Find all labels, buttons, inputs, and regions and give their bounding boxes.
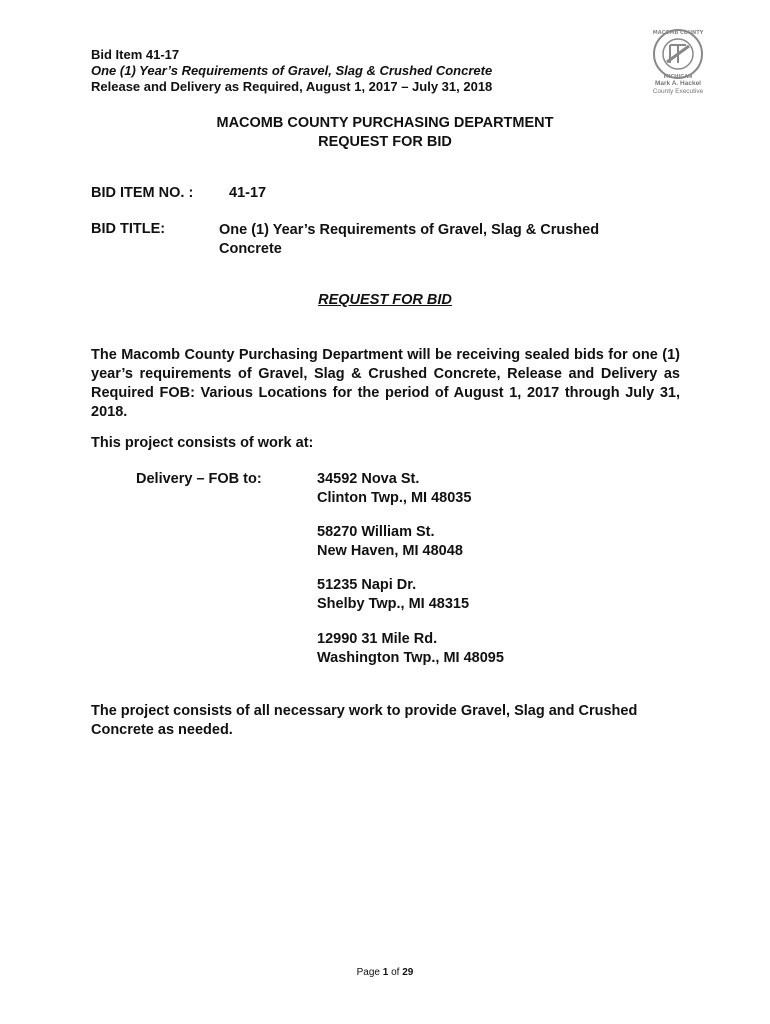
seal-executive-name: Mark A. Hackel xyxy=(654,80,701,87)
page-number: 1 xyxy=(382,967,389,978)
of-word: of xyxy=(391,967,400,978)
bid-item-label: BID ITEM NO. : xyxy=(91,185,194,201)
page-footer xyxy=(0,967,770,978)
header-release-dates: Release and Delivery as Required, August 1, 2017 – July 31, 2018 xyxy=(91,79,493,94)
department-title: MACOMB COUNTY PURCHASING DEPARTMENT xyxy=(216,115,554,131)
location-city: New Haven, MI 48048 xyxy=(317,543,463,559)
svg-text:MACOMB COUNTY: MACOMB COUNTY xyxy=(652,30,704,36)
page-word: Page xyxy=(356,967,380,978)
seal-executive-role: County Executive xyxy=(652,88,704,95)
location-street: 12990 31 Mile Rd. xyxy=(317,631,438,647)
location-street: 34592 Nova St. xyxy=(317,471,420,487)
location-street: 58270 William St. xyxy=(317,524,435,540)
bid-title-value-line1: One (1) Year’s Requirements of Gravel, Slag & Crushed xyxy=(219,222,600,238)
svg-text:MICHIGAN: MICHIGAN xyxy=(663,74,693,80)
location-city: Shelby Twp., MI 48315 xyxy=(317,596,470,612)
location-item xyxy=(317,523,463,561)
project-line: This project consists of work at: xyxy=(91,435,314,451)
bid-title-value-line2: Concrete xyxy=(219,241,282,257)
intro-paragraph: The Macomb County Purchasing Department will be receiving sealed bids for one (1) year’s requirements of Gravel, Slag & Crushed Concrete, Release and Delivery as Required FOB: Various Locations for the period of August 1, 2017 through July 31, 2018. xyxy=(91,347,680,420)
request-for-bid-title: REQUEST FOR BID xyxy=(318,134,452,150)
location-item xyxy=(317,576,469,614)
page-total: 29 xyxy=(402,967,414,978)
closing-paragraph: The project consists of all necessary work to provide Gravel, Slag and Crushed Concrete as needed. xyxy=(91,703,638,738)
location-street: 51235 Napi Dr. xyxy=(317,577,417,593)
delivery-label: Delivery – FOB to: xyxy=(136,471,262,487)
header-bid-title: One (1) Year’s Requirements of Gravel, Slag & Crushed Concrete xyxy=(91,63,493,78)
section-heading: REQUEST FOR BID xyxy=(318,292,452,308)
bid-title-label: BID TITLE: xyxy=(91,221,166,237)
location-city: Washington Twp., MI 48095 xyxy=(317,650,504,666)
bid-item-value: 41-17 xyxy=(229,185,267,201)
location-city: Clinton Twp., MI 48035 xyxy=(317,490,472,506)
location-item xyxy=(317,630,504,668)
location-item xyxy=(317,470,471,508)
header-bid-item: Bid Item 41-17 xyxy=(91,47,180,62)
